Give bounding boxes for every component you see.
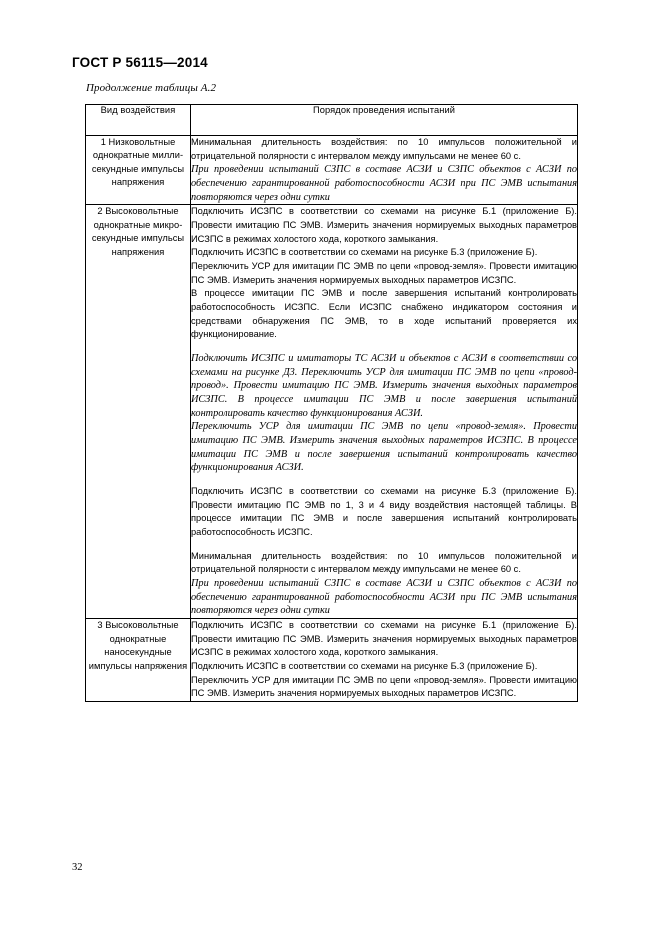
procedure-paragraph: Подключить ИСЗПС в соответствии со схемами на рисунке Б.3 (приложение Б). <box>191 247 538 258</box>
procedure-paragraph: Минимальная длительность воздействия: по 10 импульсов положительной и отрицательной полярности с интервалом между импульсами не менее 60 с. <box>191 137 577 161</box>
procedure-paragraph: Переключить УСР для имитации ПС ЭМВ по цепи «провод-земля». Провести имитацию ПС ЭМВ. Измерить значения выходных параметров ИСЗПС. В процессе имитации ПС ЭМВ и после завершения испытаний контролировать качество функционирования АСЗИ. <box>191 421 577 474</box>
row-procedure-cell <box>191 136 578 205</box>
procedure-paragraph: Подключить ИСЗПС и имитаторы ТС АСЗИ и объектов с АСЗИ в соответствии со схемами на рисунке Д3. Переключить УСР для имитации ПС ЭМВ по цепи «провод-провод». Провести имитацию ПС ЭМВ. Измерить значения выходных параметров ИСЗПС. В процессе имитации ПС ЭМВ и после завершения испытаний контролировать качество функционирования АСЗИ. <box>191 352 577 419</box>
table-caption: Продолжение таблицы А.2 <box>86 82 217 94</box>
row-procedure-cell <box>191 205 578 619</box>
procedure-paragraph: При проведении испытаний СЗПС в составе АСЗИ и СЗПС объектов с АСЗИ по обеспечению гарантированной работоспособности АСЗИ при ПС ЭМВ испытания повторяются через одни сутки <box>191 164 577 203</box>
table-header-row <box>86 105 578 136</box>
row-kind-cell: 2 Высоковольтные однократные микро-секундные импульсы напряжения <box>86 205 191 619</box>
table-container <box>85 104 577 702</box>
row-procedure-cell <box>191 619 578 702</box>
standard-header: ГОСТ Р 56115—2014 <box>72 55 208 70</box>
procedure-paragraph: Подключить ИСЗПС в соответствии со схемами на рисунке Б.3 (приложение Б). Провести имитацию ПС ЭМВ по 1, 3 и 4 виду воздействия настоящей таблицы. В процессе имитации ПС ЭМВ и после завершения испытаний контролировать работоспособность ИСЗПС. <box>191 486 577 538</box>
table-row <box>86 136 578 205</box>
row-kind-cell: 3 Высоковольтные однократные наносекундные импульсы напряжения <box>86 619 191 702</box>
procedure-paragraph: Переключить УСР для имитации ПС ЭМВ по цепи «провод-земля». Провести имитацию ПС ЭМВ. Измерить значения нормируемых выходных параметров ИСЗПС. <box>191 261 577 285</box>
requirements-table <box>85 104 578 702</box>
procedure-paragraph: Подключить ИСЗПС в соответствии со схемами на рисунке Б.1 (приложение Б). Провести имитацию ПС ЭМВ. Измерить значения нормируемых выходных параметров ИСЗПС в режимах холостого хода, короткого замыкания. <box>191 620 577 658</box>
column-header-procedure: Порядок проведения испытаний <box>191 105 578 136</box>
procedure-paragraph: Переключить УСР для имитации ПС ЭМВ по цепи «провод-земля». Провести имитацию ПС ЭМВ. Измерить значения нормируемых выходных параметров ИСЗПС. <box>191 674 577 699</box>
page-number: 32 <box>72 862 83 873</box>
procedure-paragraph: Подключить ИСЗПС в соответствии со схемами на рисунке Б.1 (приложение Б). Провести имитацию ПС ЭМВ. Измерить значения нормируемых выходных параметров ИСЗПС в режимах холостого хода, короткого замыкания. <box>191 206 577 244</box>
column-header-kind: Вид воздействия <box>86 105 191 136</box>
procedure-paragraph: При проведении испытаний СЗПС в составе АСЗИ и СЗПС объектов с АСЗИ по обеспечению гарантированной работоспособности АСЗИ при ПС ЭМВ испытания повторяются через одни сутки <box>191 578 577 617</box>
procedure-paragraph: Минимальная длительность воздействия: по 10 импульсов положительной и отрицательной полярности с интервалом между импульсами не менее 60 с. <box>191 550 577 575</box>
table-row <box>86 205 578 619</box>
table-body <box>86 136 578 702</box>
row-kind-cell: 1 Низковольтные однократные милли-секундные импульсы напряжения <box>86 136 191 205</box>
procedure-paragraph: В процессе имитации ПС ЭМВ и после завершения испытаний контролировать работоспособность ИСЗПС. Если ИСЗПС снабжено индикатором состояния и средствами обнаружения ПС ЭМВ, то в ходе испытаний проверяется их функционирование. <box>191 288 577 340</box>
table-row <box>86 619 578 702</box>
procedure-paragraph: Подключить ИСЗПС в соответствии со схемами на рисунке Б.3 (приложение Б). <box>191 661 538 672</box>
